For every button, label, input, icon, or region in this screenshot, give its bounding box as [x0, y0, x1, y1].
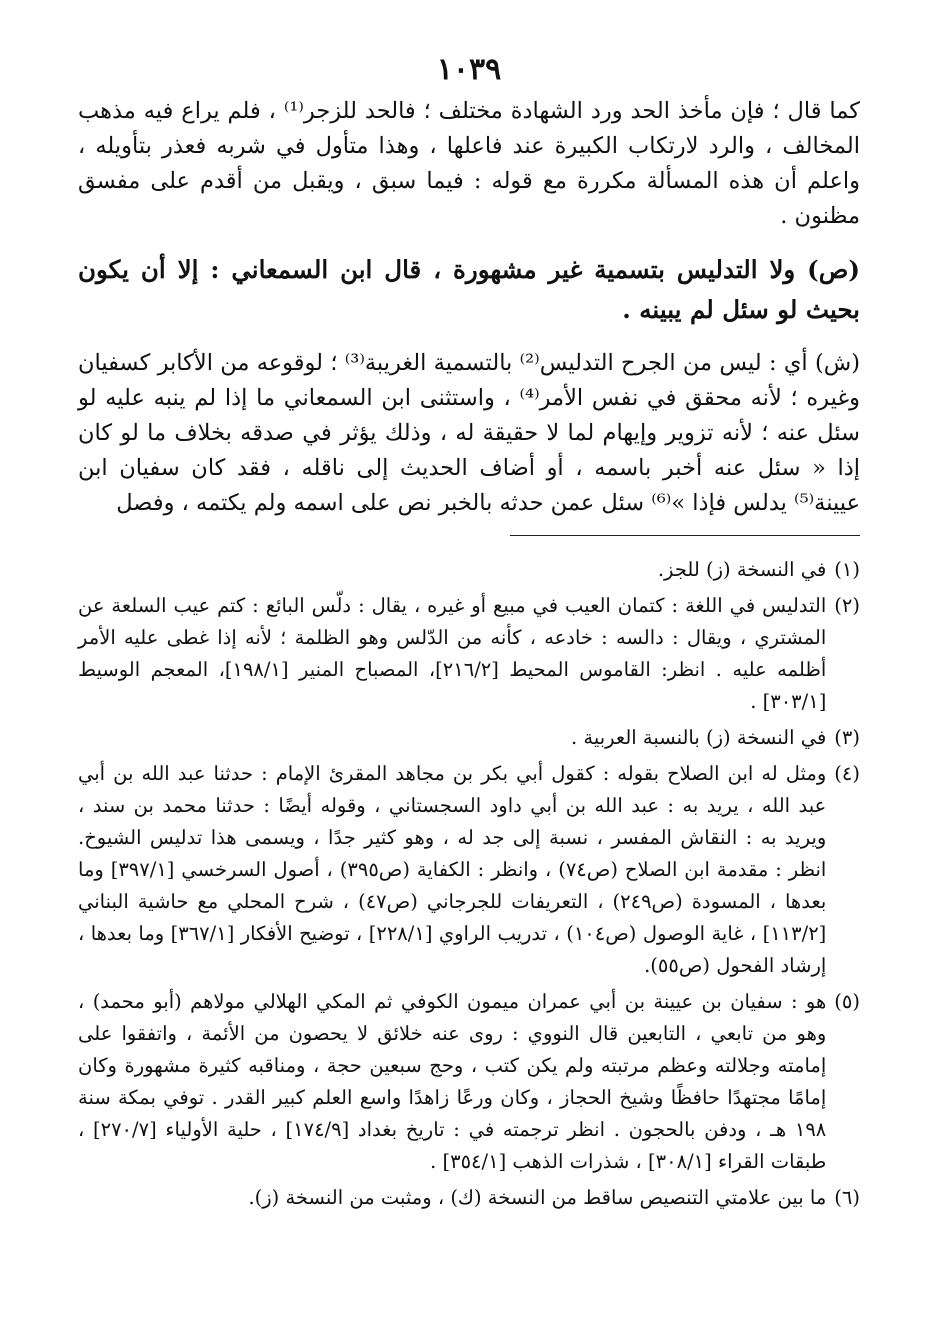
footnote-text: في النسخة (ز) للجز.	[657, 558, 827, 581]
matn-paragraph: (ص) ولا التدليس بتسمية غير مشهورة ، قال ابن السمعاني : إلا أن يكون بحيث لو سئل لم يبينه .	[78, 255, 860, 324]
footnote	[78, 590, 860, 718]
footnote	[78, 986, 860, 1178]
page-number: ١٠٣٩	[436, 52, 502, 87]
footnote-number: (٣)	[834, 726, 860, 749]
footnote	[78, 554, 860, 586]
footnote-number: (٥)	[834, 990, 860, 1013]
body-paragraph: كما قال ؛ فإن مأخذ الحد ورد الشهادة مختلف ؛ فالحد للزجر⁽¹⁾ ، فلم يراع فيه مذهب المخالف ، والرد لارتكاب الكبيرة عند فاعلها ، وهذا متأول في شربه فعذر بتأويله ، واعلم أن هذه المسألة مكررة مع قوله : فيما سبق ، ويقبل من أقدم على مفسق مظنون .	[78, 98, 860, 229]
footnote-separator	[510, 535, 860, 536]
footnotes	[78, 554, 860, 1214]
footnote	[78, 1182, 860, 1214]
footnote-text: ما بين علامتي التنصيص ساقط من النسخة (ك) ، ومثبت من النسخة (ز).	[248, 1186, 827, 1209]
footnote	[78, 722, 860, 754]
footnote	[78, 758, 860, 982]
footnote-text: ومثل له ابن الصلاح بقوله : كقول أبي بكر بن مجاهد المقرئ الإمام : حدثنا عبد الله بن أبي عبد الله ، يريد به : عبد الله بن أبي داود السجستاني ، وقوله أيضًا : حدثنا محمد بن سند ، ويريد به : النقاش المفسر ، نسبة إلى جد له ، وهو كثير جدًا ، ويسمى هذا تدليس الشيوخ. انظر : مقدمة ابن الصلاح (ص٧٤) ، وانظر : الكفاية (ص٣٩٥) ، أصول السرخسي [٣٩٧/١] وما بعدها ، المسودة (ص٢٤٩) ، التعريفات للجرجاني (ص٤٧) ، شرح المحلي مع حاشية البناني [١١٣/٢] ، غاية الوصول (ص١٠٤) ، تدريب الراوي [٢٢٨/١] ، توضيح الأفكار [٣٦٧/١] وما بعدها ، إرشاد الفحول (ص٥٥).	[78, 762, 827, 977]
footnote-text: التدليس في اللغة : كتمان العيب في مبيع أو غيره ، يقال : دلّس البائع : كتم عيب السلعة عن المشتري ، ويقال : دالسه : خادعه ، كأنه من الدّلس وهو الظلمة ؛ لأنه إذا غطى عليه الأمر أظلمه عليه . انظر: القاموس المحيط [٢١٦/٢]، المصباح المنير [١٩٨/١]، المعجم الوسيط [٣٠٣/١] .	[78, 594, 827, 713]
footnote-number: (١)	[834, 558, 860, 581]
footnote-number: (٤)	[834, 762, 860, 785]
footnote-number: (٢)	[834, 594, 860, 617]
sharh-paragraph: (ش) أي : ليس من الجرح التدليس⁽²⁾ بالتسمية الغريبة⁽³⁾ ؛ لوقوعه من الأكابر كسفيان وغيره ؛ لأنه محقق في نفس الأمر⁽⁴⁾ ، واستثنى ابن السمعاني ما إذا لم ينبه عليه لو سئل عنه ؛ لأنه تزوير وإيهام لما لا حقيقة له ، وذلك يؤثر في صدقه بخلاف ما لو كان إذا « سئل عنه أخبر باسمه ، أو أضاف الحديث إلى ناقله ، فقد كان سفيان ابن عيينة⁽⁵⁾ يدلس فإذا »⁽⁶⁾ سئل عمن حدثه بالخبر نص على اسمه ولم يكتمه ، وفصل	[78, 350, 860, 516]
footnote-text: في النسخة (ز) بالنسبة العربية .	[570, 726, 827, 749]
footnote-number: (٦)	[834, 1186, 860, 1209]
footnote-text: هو : سفيان بن عيينة بن أبي عمران ميمون الكوفي ثم المكي الهلالي مولاهم (أبو محمد) ، وهو من تابعي ، التابعين قال النووي : روى عنه خلائق لا يحصون من الأئمة ، واتفقوا على إمامته وجلالته وعظم مرتبته ولم يكن كتب ، وحج سبعين حجة ، ومناقبه كثيرة مشهورة وكان إمامًا مجتهدًا حافظًا وشيخ الحجاز ، وكان ورعًا زاهدًا واسع العلم كبير القدر . توفي بمكة سنة ١٩٨ هـ ، ودفن بالحجون . انظر ترجمته في : تاريخ بغداد [١٧٤/٩] ، حلية الأولياء [٢٧٠/٧] ، طبقات القراء [٣٠٨/١] ، شذرات الذهب [٣٥٤/١] .	[78, 990, 827, 1173]
